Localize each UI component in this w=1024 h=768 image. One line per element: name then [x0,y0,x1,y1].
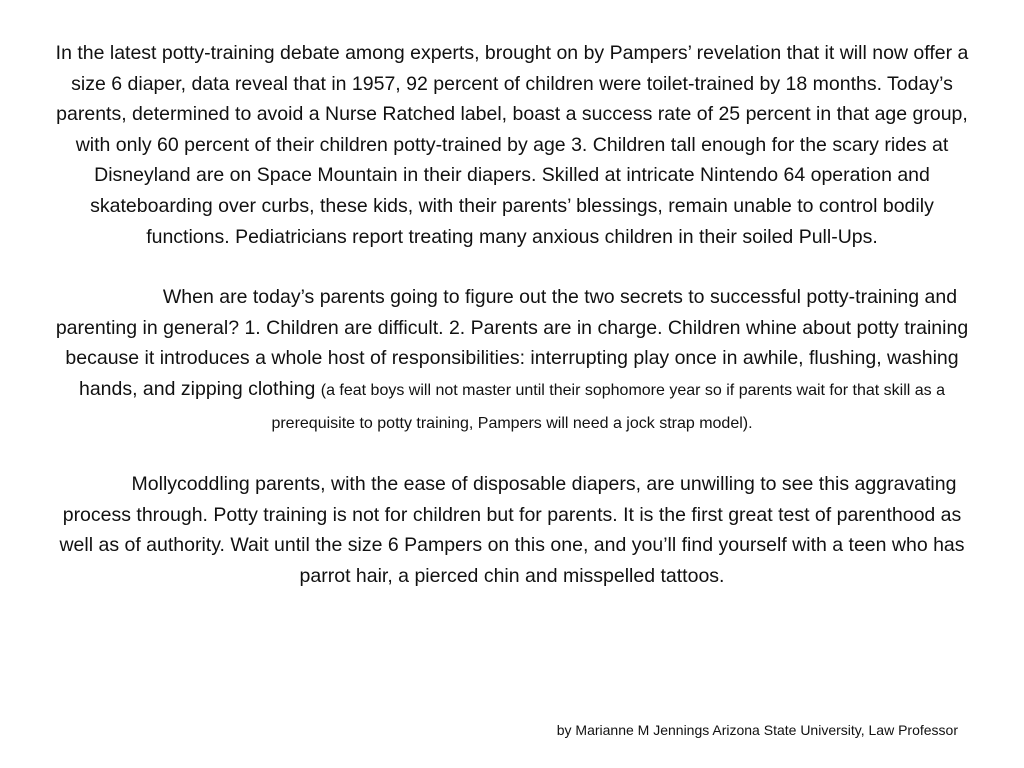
byline: by Marianne M Jennings Arizona State University, Law Professor [556,722,958,738]
paragraph-2-text: When are today’s parents going to figure out the two secrets to successful potty-training and parenting in general? 1. Children are difficult. 2. Parents are in charge. Children whine about potty training because it introduces a whole host of responsibilities: interrupting play once in awhile, flushing, washing hands, and zipping clothing [55,286,969,400]
paragraph-3 [52,469,972,591]
paragraph-2-aside: (a feat boys will not master until their sophomore year so if parents wait for that skill as a prerequisite to potty training, Pampers will need a jock strap model). [271,381,946,432]
paragraph-1 [52,38,972,252]
article-body [52,38,972,592]
paragraph-3-text: Mollycoddling parents, with the ease of disposable diapers, are unwilling to see this aggravating process through. Potty training is not for children but for parents. It is the first great test of parenthood as well as of authority. Wait until the size 6 Pampers on this one, and you’ll find yourself with a teen who has parrot hair, a pierced chin and misspelled tattoos. [59,473,965,587]
paragraph-2 [52,282,972,439]
paragraph-1-text: In the latest potty-training debate among experts, brought on by Pampers’ revelation that it will now offer a size 6 diaper, data reveal that in 1957, 92 percent of children were toilet-trained by 18 months. Today’s parents, determined to avoid a Nurse Ratched label, boast a success rate of 25 percent in that age group, with only 60 percent of their children potty-trained by age 3. Children tall enough for the scary rides at Disneyland are on Space Mountain in their diapers. Skilled at intricate Nintendo 64 operation and skateboarding over curbs, these kids, with their parents’ blessings, remain unable to control bodily functions. Pediatricians report treating many anxious children in their soiled Pull-Ups. [55,42,969,248]
